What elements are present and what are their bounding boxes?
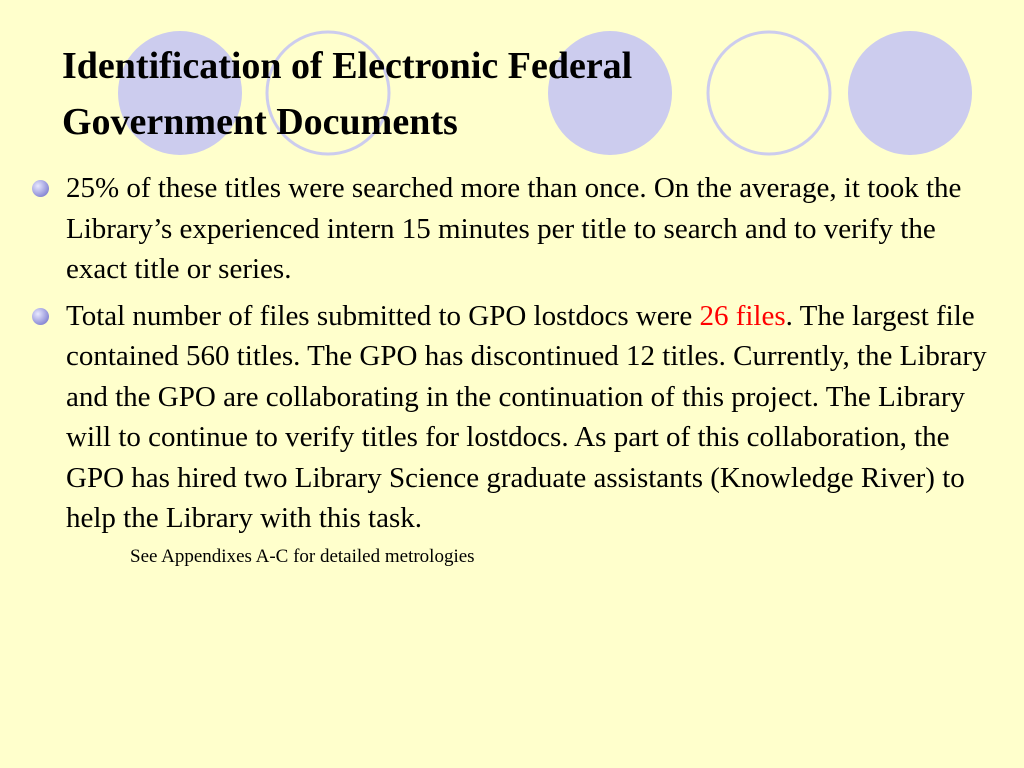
slide-title-line-1: Identification of Electronic Federal bbox=[62, 45, 633, 87]
bullet-text: 25% of these titles were searched more than once. On the average, it took the Library’s experienced intern 15 minutes per title to search and to verify the exact title or series. bbox=[66, 172, 962, 285]
slide-body bbox=[30, 168, 990, 569]
bullet-item bbox=[30, 296, 990, 539]
slide-title-line-2: Government Documents bbox=[62, 101, 458, 143]
highlight-file-count: 26 files bbox=[699, 299, 786, 332]
bullet-icon bbox=[32, 308, 49, 325]
bullet-text-end: . The largest file contained 560 titles. The GPO has discontinued 12 titles. Currently, the Library and the GPO are collaborating in the continuation of this project. The Library will to continue to verify titles for lostdocs. As part of this collaboration, the GPO has hired two Library Science graduate assistants (Knowledge River) to help the Library with this task. bbox=[66, 299, 987, 534]
bullet-text-start: Total number of files submitted to GPO lostdocs were bbox=[66, 299, 700, 332]
appendix-note: See Appendixes A-C for detailed metrologies bbox=[130, 545, 475, 567]
bullet-item bbox=[30, 168, 990, 290]
bullet-icon bbox=[32, 180, 49, 197]
slide-title bbox=[62, 38, 962, 150]
